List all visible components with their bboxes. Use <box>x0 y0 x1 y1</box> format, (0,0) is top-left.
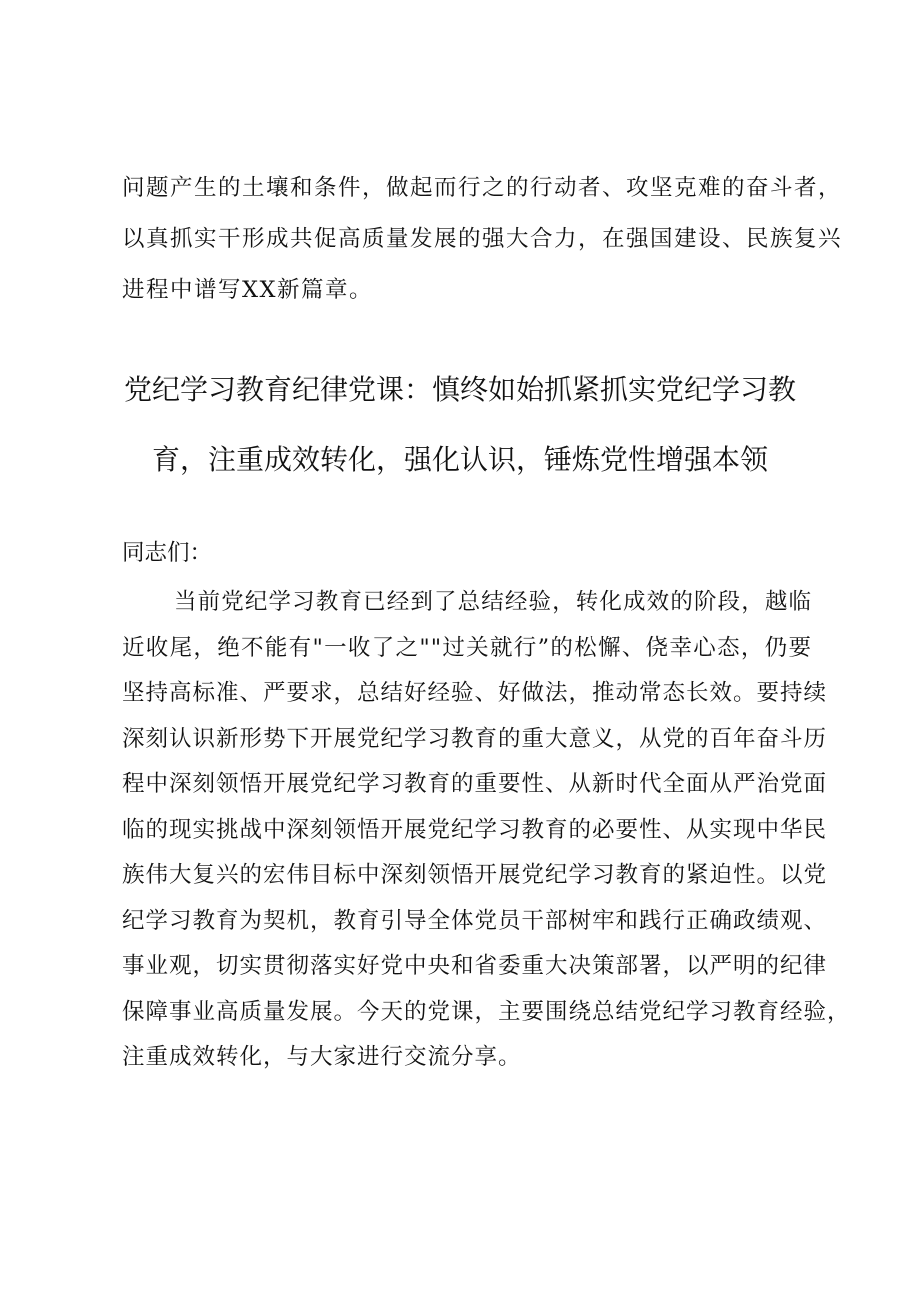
paragraph-line: 问题产生的土壤和条件，做起而行之的行动者、攻坚克难的奋斗者， <box>122 175 843 201</box>
paragraph-line: 程中深刻领悟开展党纪学习教育的重要性、从新时代全面从严治党面 <box>122 771 828 797</box>
document-title <box>100 355 820 495</box>
paragraph-line: 进程中谱写XX新篇章。 <box>122 277 374 303</box>
title-line: 育，注重成效转化，强化认识，锤炼党性增强本领 <box>151 443 768 476</box>
body-paragraph <box>122 580 851 1081</box>
paragraph-line: 近收尾，绝不能有"一收了之""过关就行”的松懈、侥幸心态，仍要 <box>122 634 812 661</box>
paragraph-line: 当前党纪学习教育已经到了总结经验，转化成效的阶段，越临 <box>174 589 812 615</box>
paragraph-line: 临的现实挑战中深刻领悟开展党纪学习教育的必要性、从实现中华民 <box>122 816 828 843</box>
paragraph-line: 纪学习教育为契机，教育引导全体党员干部树牢和践行正确政绩观、 <box>122 907 828 934</box>
paragraph-line: 坚持高标准、严要求，总结好经验、好做法，推动常态长效。要持续 <box>122 680 828 706</box>
continued-paragraph <box>122 163 843 316</box>
paragraph-line: 以真抓实干形成共促高质量发展的强大合力，在强国建设、民族复兴 <box>122 226 843 252</box>
greeting: 同志们： <box>122 540 213 566</box>
paragraph-line: 注重成效转化，与大家进行交流分享。 <box>122 1044 522 1070</box>
paragraph-line: 深刻认识新形势下开展党纪学习教育的重大意义，从党的百年奋斗历 <box>122 725 828 752</box>
paragraph-line: 保障事业高质量发展。今天的党课，主要围绕总结党纪学习教育经验， <box>122 998 851 1025</box>
paragraph-line: 事业观，切实贯彻落实好党中央和省委重大决策部署，以严明的纪律 <box>122 953 828 979</box>
title-line: 党纪学习教育纪律党课：慎终如始抓紧抓实党纪学习教 <box>123 373 796 406</box>
paragraph-line: 族伟大复兴的宏伟目标中深刻领悟开展党纪学习教育的紧迫性。以党 <box>122 862 828 888</box>
